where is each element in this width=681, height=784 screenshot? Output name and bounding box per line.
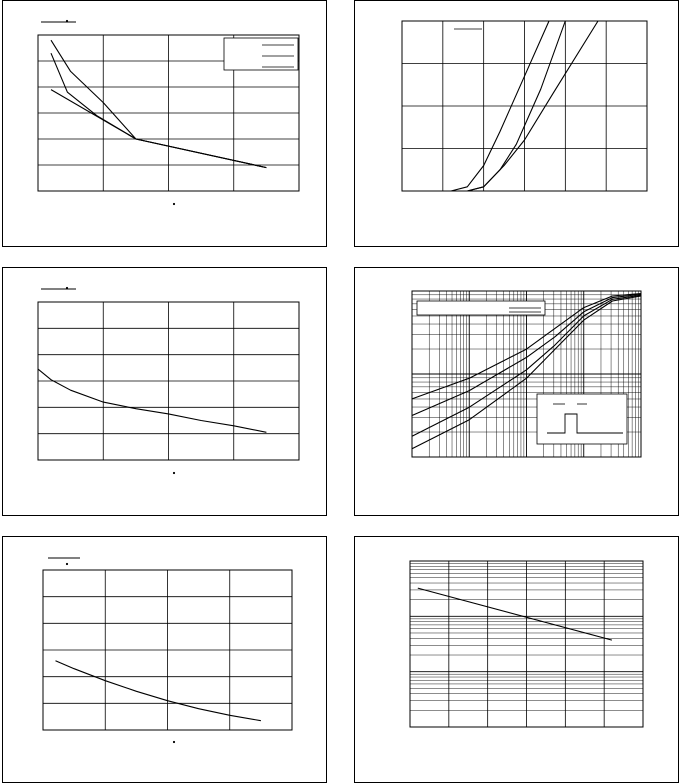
- legend-box: [224, 38, 298, 70]
- chart-2: [355, 1, 680, 248]
- chart-panel-1: [2, 0, 327, 247]
- series-line-curve: [418, 588, 612, 640]
- axis-title-mark: [66, 563, 68, 565]
- chart-3: [3, 268, 328, 517]
- x-axis-title-mark: [173, 741, 175, 743]
- chart-5: [3, 537, 328, 784]
- axis-title-mark: [66, 20, 68, 22]
- axis-title-mark: [66, 287, 68, 289]
- x-axis-title-mark: [173, 203, 175, 205]
- chart-panel-4: [354, 267, 679, 516]
- x-axis-title-mark: [173, 472, 175, 474]
- pulse-inset-box: [537, 394, 627, 444]
- chart-6: [355, 537, 680, 784]
- chart-panel-5: [2, 536, 327, 783]
- chart-panel-2: [354, 0, 679, 247]
- chart-1: [3, 1, 328, 248]
- chart-panel-3: [2, 267, 327, 516]
- series-line-curve: [38, 369, 266, 432]
- chart-4: [355, 268, 680, 517]
- chart-panel-6: [354, 536, 679, 783]
